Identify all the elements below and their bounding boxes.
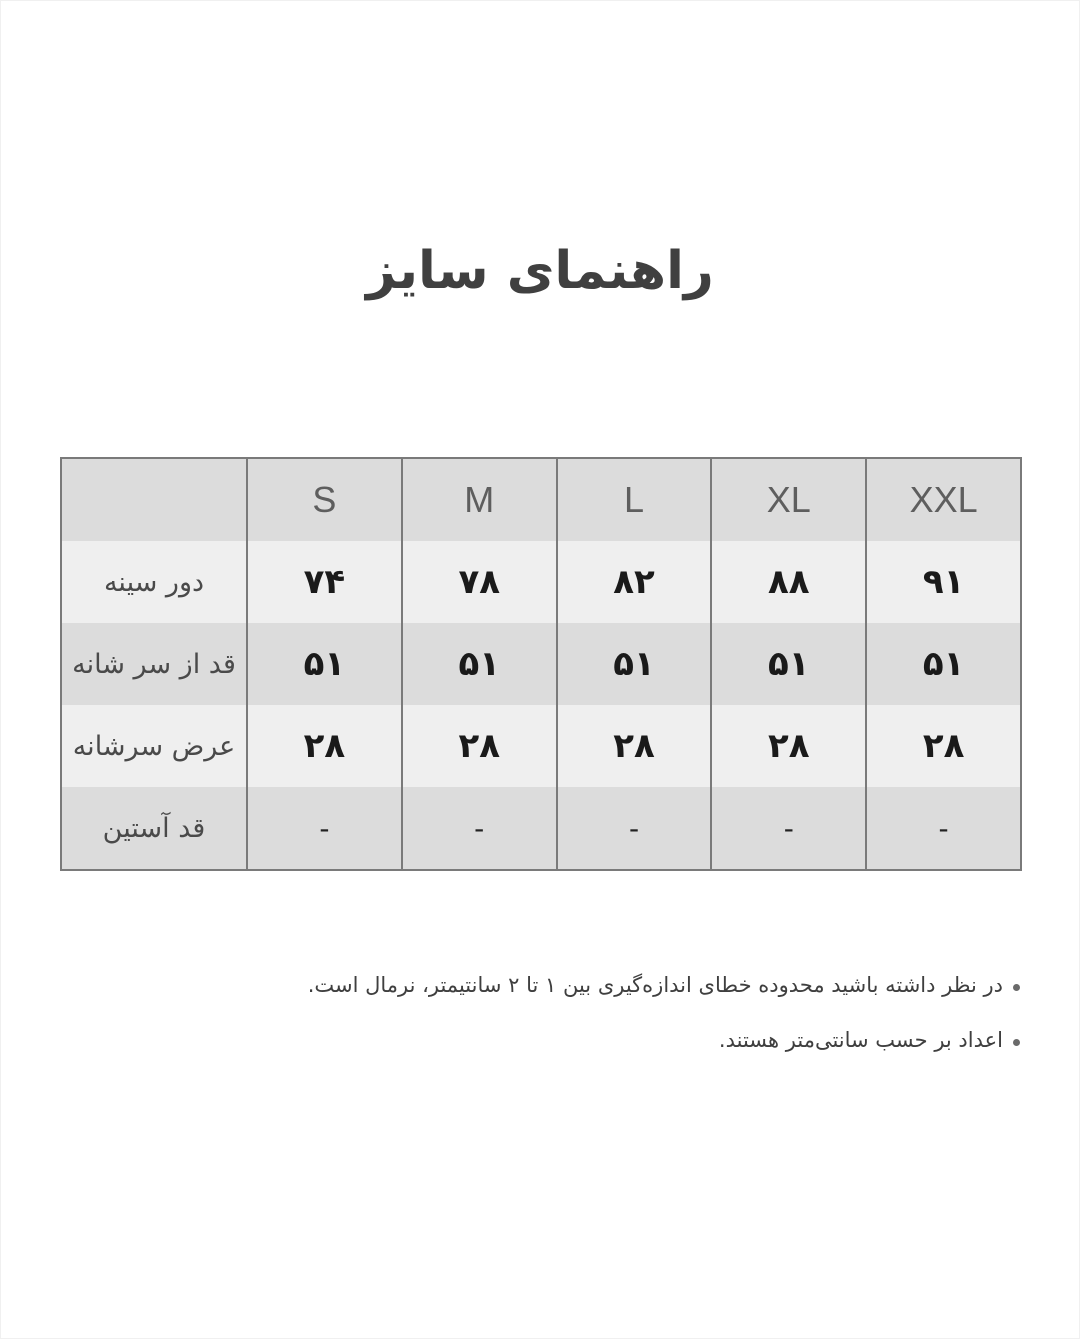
table-cell: - — [402, 787, 557, 870]
table-cell: ۲۸ — [711, 705, 866, 787]
table-cell: ۵۱ — [402, 623, 557, 705]
table-header-row — [61, 458, 1021, 541]
note-text: اعداد بر حسب سانتی‌متر هستند. — [718, 1028, 1003, 1052]
list-item — [0, 960, 1080, 1015]
table-cell: ۸۲ — [557, 541, 712, 623]
table-row-length — [61, 623, 1021, 705]
table-corner-cell — [61, 458, 247, 541]
notes-list — [0, 960, 1080, 1070]
size-header-l: L — [557, 458, 712, 541]
table-cell: ۲۸ — [866, 705, 1021, 787]
table-cell: ۵۱ — [557, 623, 712, 705]
row-label-chest: دور سینه — [61, 541, 247, 623]
bullet-icon — [1013, 984, 1020, 991]
size-header-xxl: XXL — [866, 458, 1021, 541]
table-cell: ۲۸ — [247, 705, 402, 787]
bullet-icon — [1013, 1039, 1020, 1046]
table-cell: - — [247, 787, 402, 870]
table-cell: ۵۱ — [866, 623, 1021, 705]
row-label-shoulder: عرض سرشانه — [61, 705, 247, 787]
table-cell: ۷۸ — [402, 541, 557, 623]
size-table — [60, 457, 1022, 871]
size-header-m: M — [402, 458, 557, 541]
table-cell: ۸۸ — [711, 541, 866, 623]
table-cell: ۵۱ — [711, 623, 866, 705]
table-cell: ۲۸ — [557, 705, 712, 787]
note-text: در نظر داشته باشید محدوده خطای اندازه‌گیری بین ۱ تا ۲ سانتیمتر، نرمال است. — [307, 973, 1003, 997]
table-cell: ۲۸ — [402, 705, 557, 787]
table-cell: ۹۱ — [866, 541, 1021, 623]
table-row-chest — [61, 541, 1021, 623]
table-row-shoulder — [61, 705, 1021, 787]
list-item — [0, 1015, 1080, 1070]
page-title: راهنمای سایز — [366, 241, 714, 301]
table-cell: - — [866, 787, 1021, 870]
table-cell: - — [711, 787, 866, 870]
size-header-s: S — [247, 458, 402, 541]
table-cell: ۵۱ — [247, 623, 402, 705]
row-label-length: قد از سر شانه — [61, 623, 247, 705]
table-row-sleeve — [61, 787, 1021, 870]
size-header-xl: XL — [711, 458, 866, 541]
row-label-sleeve: قد آستین — [61, 787, 247, 870]
table-cell: - — [557, 787, 712, 870]
table-cell: ۷۴ — [247, 541, 402, 623]
